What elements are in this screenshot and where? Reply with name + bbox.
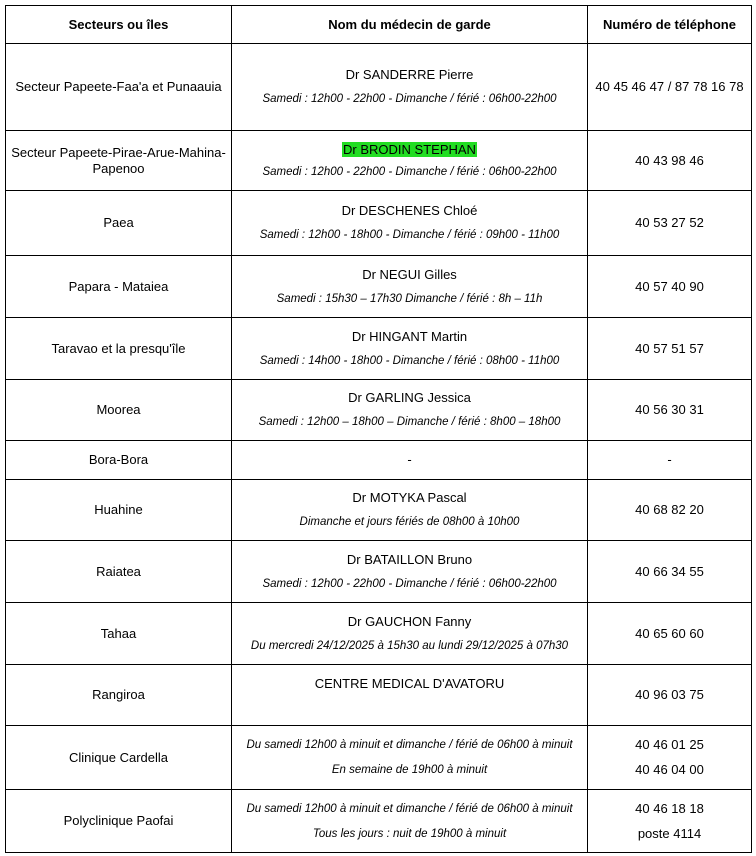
doctor-name: Dr GAUCHON Fanny (347, 613, 472, 629)
doctor-name: Dr BATAILLON Bruno (346, 551, 473, 567)
phone-cell: 40 68 82 20 (588, 480, 752, 541)
schedule-text: Samedi : 12h00 - 22h00 - Dimanche / férié : 06h00-22h00 (262, 93, 557, 105)
table-row (6, 790, 752, 853)
phone-cell (588, 790, 752, 853)
schedule-text: Samedi : 15h30 – 17h30 Dimanche / férié : 8h – 11h (276, 292, 543, 305)
sector-cell: Bora-Bora (6, 441, 232, 480)
phone-cell: - (588, 441, 752, 480)
phone-number: 40 46 01 25 (635, 737, 704, 752)
phone-cell: 40 56 30 31 (588, 380, 752, 441)
table-row (6, 44, 752, 131)
doctor-name: Dr NEGUI Gilles (362, 266, 457, 282)
doctor-name: Dr HINGANT Martin (351, 328, 468, 344)
doctor-name: Dr GARLING Jessica (348, 390, 471, 405)
phone-cell: 40 65 60 60 (588, 603, 752, 665)
sector-cell: Secteur Papeete-Pirae-Arue-Mahina-Papenoo (6, 131, 232, 191)
header-sector: Secteurs ou îles (6, 6, 232, 44)
header-phone: Numéro de téléphone (588, 6, 752, 44)
schedule-text: Dimanche et jours fériés de 08h00 à 10h00 (299, 516, 520, 528)
phone-cell: 40 66 34 55 (588, 541, 752, 603)
table-row (6, 318, 752, 380)
phone-cell: 40 57 51 57 (588, 318, 752, 380)
doctor-cell (232, 131, 588, 191)
phone-cell: 40 96 03 75 (588, 665, 752, 726)
phone-number: 40 46 04 00 (635, 762, 704, 777)
sector-cell: Huahine (6, 480, 232, 541)
doctor-cell: - (232, 441, 588, 480)
phone-cell: 40 53 27 52 (588, 191, 752, 256)
table-row (6, 131, 752, 191)
schedule-text: Samedi : 12h00 – 18h00 – Dimanche / férié : 8h00 – 18h00 (258, 416, 561, 428)
table-row (6, 441, 752, 480)
doctor-name: Dr SANDERRE Pierre (345, 67, 474, 82)
doctor-name: Dr MOTYKA Pascal (352, 490, 467, 505)
doctor-cell (232, 44, 588, 131)
doctor-cell (232, 318, 588, 380)
sector-cell: Paea (6, 191, 232, 256)
table-row (6, 480, 752, 541)
phone-number: 40 46 18 18 (635, 800, 704, 816)
table-row (6, 603, 752, 665)
table-row (6, 665, 752, 726)
table-row (6, 191, 752, 256)
schedule-text: Du mercredi 24/12/2025 à 15h30 au lundi 29/12/2025 à 07h30 (250, 639, 569, 652)
schedule-text: Samedi : 12h00 - 22h00 - Dimanche / férié : 06h00-22h00 (262, 577, 557, 590)
doctor-cell (232, 480, 588, 541)
schedule-text: Du samedi 12h00 à minuit et dimanche / férié de 06h00 à minuit (246, 739, 573, 751)
table-row (6, 380, 752, 441)
sector-cell: Tahaa (6, 603, 232, 665)
phone-cell: 40 45 46 47 / 87 78 16 78 (588, 44, 752, 131)
sector-cell: Taravao et la presqu'île (6, 318, 232, 380)
doctor-cell (232, 726, 588, 790)
sector-cell: Rangiroa (6, 665, 232, 726)
doctor-cell (232, 790, 588, 853)
schedule-text: Samedi : 12h00 - 22h00 - Dimanche / férié : 06h00-22h00 (262, 165, 557, 178)
doctor-cell (232, 665, 588, 726)
on-call-table (5, 5, 752, 853)
doctor-name-highlighted: Dr BRODIN STEPHAN (343, 141, 476, 157)
schedule-text: Samedi : 12h00 - 18h00 - Dimanche / férié : 09h00 - 11h00 (259, 229, 560, 241)
phone-cell (588, 726, 752, 790)
doctor-cell (232, 603, 588, 665)
doctor-cell (232, 191, 588, 256)
table-row (6, 726, 752, 790)
schedule-text: Tous les jours : nuit de 19h00 à minuit (312, 827, 507, 840)
schedule-text: Samedi : 14h00 - 18h00 - Dimanche / férié : 08h00 - 11h00 (259, 354, 560, 367)
doctor-name: CENTRE MEDICAL D'AVATORU (314, 676, 505, 691)
schedule-text: En semaine de 19h00 à minuit (331, 764, 488, 776)
sector-cell: Raiatea (6, 541, 232, 603)
table-row (6, 256, 752, 318)
sector-cell: Secteur Papeete-Faa'a et Punaauia (6, 44, 232, 131)
sector-cell: Moorea (6, 380, 232, 441)
doctor-cell (232, 380, 588, 441)
table-row (6, 541, 752, 603)
header-row (6, 6, 752, 44)
sector-cell: Clinique Cardella (6, 726, 232, 790)
phone-cell: 40 43 98 46 (588, 131, 752, 191)
phone-number: poste 4114 (637, 825, 702, 841)
header-doctor: Nom du médecin de garde (232, 6, 588, 44)
sector-cell: Polyclinique Paofai (6, 790, 232, 853)
doctor-name: Dr DESCHENES Chloé (341, 203, 478, 218)
phone-cell: 40 57 40 90 (588, 256, 752, 318)
doctor-cell (232, 541, 588, 603)
sector-cell: Papara - Mataiea (6, 256, 232, 318)
doctor-cell (232, 256, 588, 318)
schedule-text: Du samedi 12h00 à minuit et dimanche / férié de 06h00 à minuit (246, 802, 573, 815)
